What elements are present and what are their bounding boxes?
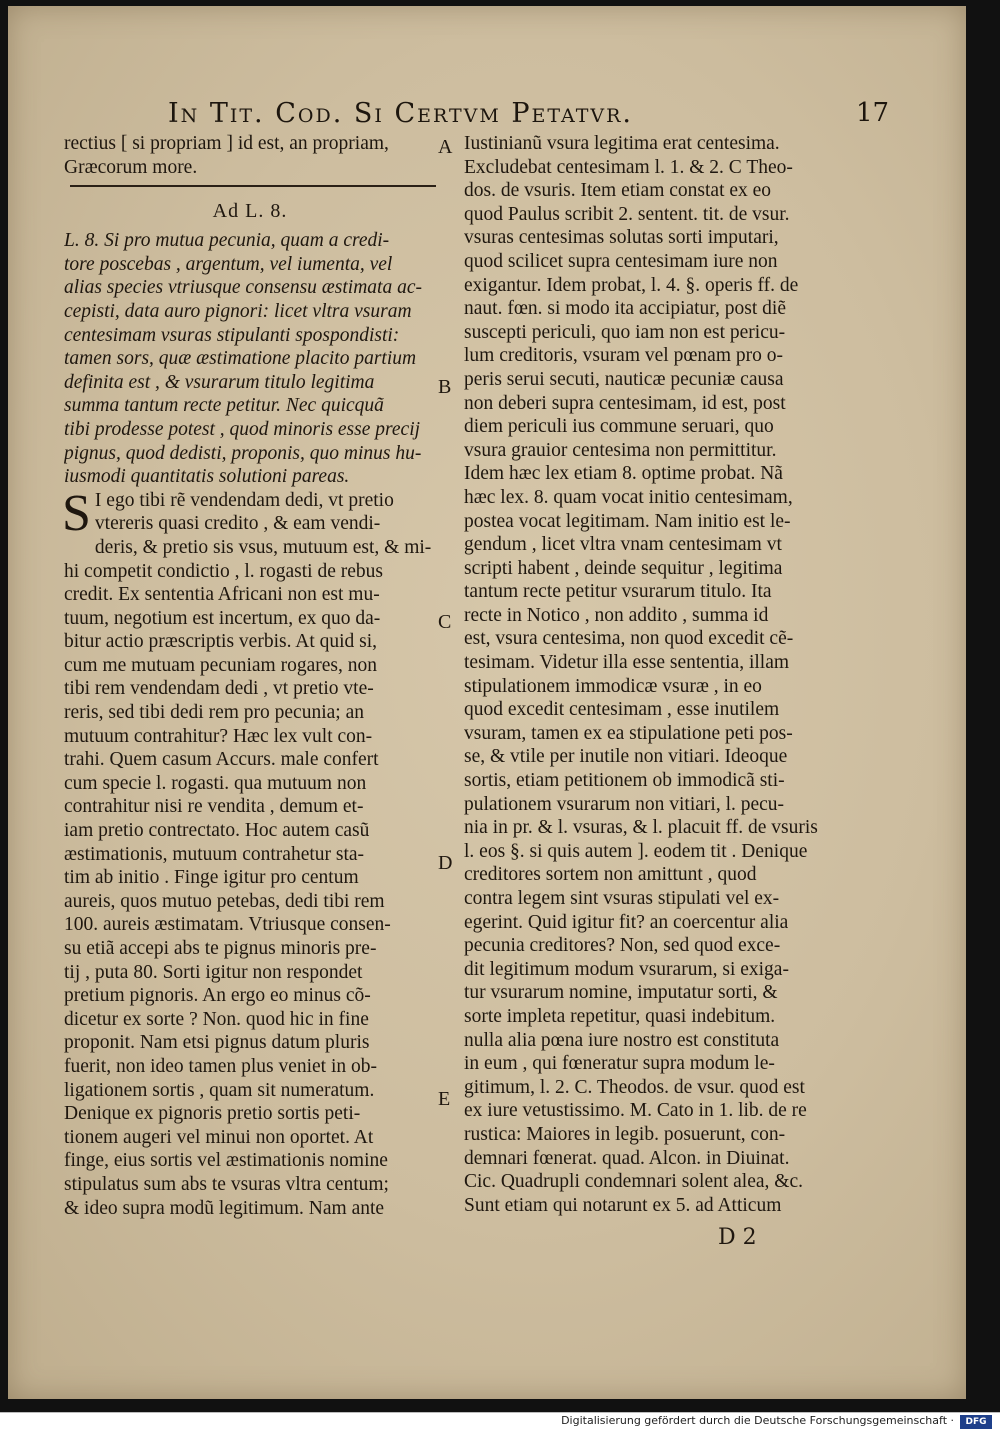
book-page [8, 6, 966, 1399]
text-line: gitimum, l. 2. C. Theodos. de vsur. quod est [464, 1076, 805, 1098]
text-line: quod Paulus scribit 2. sentent. tit. de vsur. [464, 203, 790, 225]
text-line: nulla alia pœna iure nostro est constituta [464, 1029, 780, 1051]
text-line: suscepti periculi, quo iam non est pericu- [464, 321, 786, 343]
text-line: hæc lex. 8. quam vocat initio centesimam, [464, 486, 793, 508]
text-line: deris, & pretio sis vsus, mutuum est, & mi- [94, 536, 432, 558]
dropcap-letter: S [62, 484, 91, 542]
text-line: diem periculi ius commune seruari, quo [464, 416, 774, 438]
margin-letter-b: B [438, 376, 452, 398]
signature-mark: D 2 [718, 1225, 757, 1250]
text-line: pulationem vsurarum non vitiari, l. pecu- [464, 793, 785, 815]
dropcap-paragraph [62, 484, 436, 542]
text-line: Denique ex pignoris pretio sortis peti- [64, 1103, 361, 1125]
text-line: vsura grauior centesima non permittitur. [464, 439, 777, 461]
text-line: Cic. Quadrupli condemnari solent alea, &c. [464, 1171, 803, 1193]
text-line: vsuram, tamen ex ea stipulatione peti pos- [464, 722, 793, 744]
text-line: vsuras centesimas solutas sorti imputari, [464, 227, 779, 249]
text-line: summa tantum recte petitur. Nec quicquã [64, 395, 384, 417]
text-line: peris serui secuti, nauticæ pecuniæ causa [464, 368, 784, 390]
text-line: fuerit, non ideo tamen plus veniet in ob- [64, 1055, 378, 1077]
digitization-footer [0, 1412, 1000, 1432]
text-line: demnari fœnerat. quad. Alcon. in Diuinat. [464, 1147, 790, 1169]
text-line: creditores sortem non amittunt , quod [464, 864, 757, 886]
text-line: iusmodi quantitatis solutioni pareas. [64, 466, 350, 488]
text-line: sorte impleta repetitur, quasi indebitum. [464, 1005, 776, 1027]
lex-text-block [64, 229, 436, 489]
text-line: tantum recte petitur vsurarum titulo. Ita [464, 581, 772, 603]
dfg-logo-icon: DFG [960, 1415, 992, 1429]
text-line: dicetur ex sorte ? Non. quod hic in fine [64, 1008, 369, 1030]
text-line: tibi prodesse potest , quod minoris esse precij [64, 418, 421, 440]
text-line: non deberi supra centesimam, id est, post [464, 392, 786, 414]
right-column [464, 132, 826, 1217]
text-line: Idem hæc lex etiam 8. optime probat. Nã [464, 463, 783, 485]
text-line: tur vsurarum nomine, imputatur sorti, & [464, 982, 778, 1004]
text-line: ligationem sortis , quam sit numeratum. [64, 1079, 375, 1101]
text-line: finge, eius sortis vel æstimationis nomine [64, 1150, 388, 1172]
text-line: contrahitur nisi re vendita , demum et- [64, 796, 364, 818]
text-line: exigantur. Idem probat, l. 4. §. operis ff. de [464, 274, 799, 296]
text-line: contra legem sint vsuras stipulati vel ex- [464, 888, 780, 909]
text-line: mutuum contrahitur? Hæc lex vult con- [64, 725, 373, 747]
text-line: pretium pignoris. An ergo eo minus cõ- [64, 985, 371, 1007]
margin-letter-d: D [438, 852, 453, 874]
text-line: Sunt etiam qui notarunt ex 5. ad Atticum [464, 1194, 782, 1216]
text-line: credit. Ex sententia Africani non est mu- [64, 584, 380, 606]
text-line: æstimationis, mutuum contrahetur sta- [64, 843, 365, 865]
section-divider [64, 179, 436, 193]
text-line: su etiã accepi abs te pignus minoris pre- [64, 938, 377, 959]
text-line: Græcorum more. [64, 156, 198, 178]
text-line: l. eos §. si quis autem ]. eodem tit . Denique [464, 840, 808, 862]
footer-credit: Digitalisierung gefördert durch die Deutsche Forschungsgemeinschaft · [561, 1414, 954, 1427]
text-line: quod excedit centesimam , esse inutilem [464, 699, 780, 721]
text-line: iam pretio contrectato. Hoc autem casũ [64, 820, 370, 842]
text-line: proponit. Nam etsi pignus datum pluris [64, 1032, 370, 1054]
text-line: bitur actio præscriptis verbis. At quid si, [64, 631, 378, 653]
text-line: gendum , licet vltra vnam centesimam vt [464, 534, 782, 556]
text-line: tionem augeri vel minui non oportet. At [64, 1126, 374, 1148]
text-line: se, & vtile per inutile non vitiari. Ideoque [464, 746, 788, 768]
text-line: vtereris quasi credito , & eam vendi- [94, 513, 381, 535]
text-line: stipulationem immodicæ vsuræ , in eo [464, 675, 762, 697]
text-line: recte in Notico , non addito , summa id [464, 604, 769, 626]
text-line: cum specie l. rogasti. qua mutuum non [64, 772, 367, 794]
section-heading: Ad L. 8. [212, 200, 288, 223]
text-line: dit legitimum modum vsurarum, si exiga- [464, 958, 789, 980]
commentary-text-block [64, 536, 436, 1220]
text-line: pignus, quod dedisti, proponis, quo minus hu- [64, 442, 422, 464]
text-line: tibi rem vendendam dedi , vt pretio vte- [64, 678, 374, 700]
text-line: alias species vtriusque consensu æstimata ac- [64, 277, 422, 299]
text-line: reris, sed tibi dedi rem pro pecunia; an [64, 702, 364, 724]
text-line: trahi. Quem casum Accurs. male confert [64, 749, 379, 771]
text-line: quod scilicet supra centesimam iure non [464, 250, 778, 272]
text-line: tamen sors, quæ æstimatione placito partium [64, 348, 417, 370]
text-line: sortis, etiam petitionem ob immodicã sti- [464, 770, 785, 792]
text-line: definita est , & vsurarum titulo legitima [64, 371, 375, 393]
text-line: nia in pr. & l. vsuras, & l. placuit ff. de vsuris [464, 817, 818, 839]
left-column [64, 132, 436, 1220]
running-head: In Tit. Cod. Si Certvm Petatvr. [168, 98, 634, 129]
text-line: postea vocat legitimam. Nam initio est le- [464, 510, 791, 532]
text-line: cum me mutuam pecuniam rogares, non [64, 654, 377, 676]
text-line: rectius [ si propriam ] id est, an propriam, [64, 133, 389, 154]
text-line: pecunia creditores? Non, sed quod exce- [464, 935, 781, 957]
text-line: Iustinianũ vsura legitima erat centesima. [464, 133, 780, 154]
text-line: tuum, negotium est incertum, ex quo da- [64, 607, 381, 629]
text-line: I ego tibi rẽ vendendam dedi, vt pretio [94, 489, 394, 511]
text-line: centesimam vsuras stipulanti spospondisti: [64, 324, 400, 346]
text-line: ex iure vetustissimo. M. Cato in 1. lib. de re [464, 1100, 807, 1122]
text-line: stipulatus sum abs te vsuras vltra centum; [64, 1173, 389, 1195]
margin-letter-a: A [438, 136, 453, 158]
text-line: & ideo supra modũ legitimum. Nam ante [64, 1197, 385, 1219]
text-line: rustica: Maiores in legib. posuerunt, con- [464, 1123, 786, 1145]
text-line: naut. fœn. si modo ita accipiatur, post diẽ [464, 298, 786, 320]
text-line: in eum , qui fœneratur supra modum le- [464, 1053, 775, 1075]
text-line: tim ab initio . Finge igitur pro centum [64, 867, 359, 889]
text-line: 100. aureis æstimatam. Vtriusque consen- [64, 914, 391, 936]
text-line: tij , puta 80. Sorti igitur non respondet [64, 961, 363, 983]
text-line: egerint. Quid igitur fit? an coercentur alia [464, 911, 789, 933]
text-line: aureis, quos mutuo petebas, dedi tibi rem [64, 890, 385, 912]
text-line: lum creditoris, vsuram vel pœnam pro o- [464, 345, 783, 367]
text-line: tesimam. Videtur illa esse sententia, illam [464, 652, 790, 674]
text-line: tore poscebas , argentum, vel iumenta, vel [64, 253, 393, 275]
page-number: 17 [856, 98, 890, 128]
margin-letter-c: C [438, 611, 452, 633]
text-line: cepisti, data auro pignori: licet vltra vsuram [64, 300, 412, 322]
text-line: est, vsura centesima, non quod excedit cẽ- [464, 628, 794, 650]
text-line: L. 8. Si pro mutua pecunia, quam a credi- [64, 230, 390, 252]
text-line: hi competit condictio , l. rogasti de rebus [64, 560, 383, 582]
text-line: dos. de vsuris. Item etiam constat ex eo [464, 180, 772, 202]
text-line: scripti habent , deinde sequitur , legitima [464, 557, 783, 579]
text-line: Excludebat centesimam l. 1. & 2. C Theo- [464, 156, 793, 178]
margin-letter-e: E [438, 1088, 451, 1110]
